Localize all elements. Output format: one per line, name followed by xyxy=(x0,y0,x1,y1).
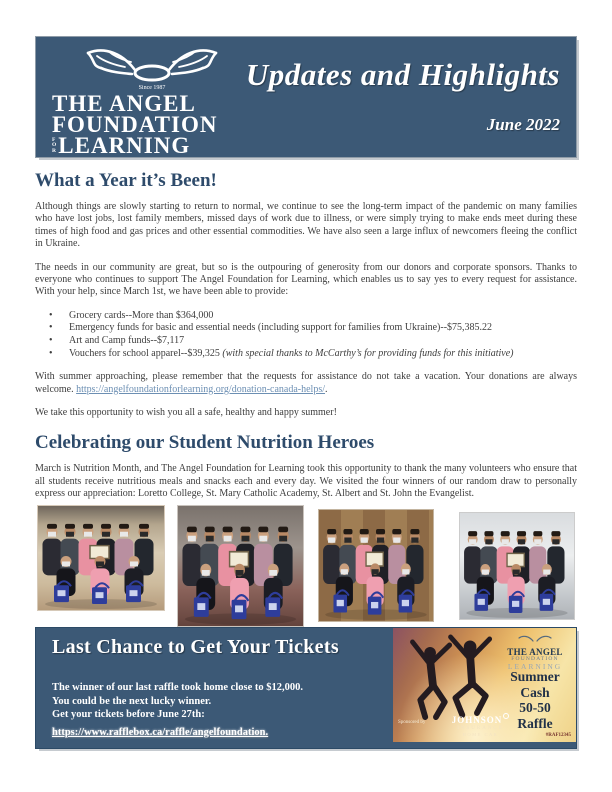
angel-wings-icon xyxy=(77,41,227,93)
rafflebox-link[interactable]: https://www.rafflebox.ca/raffle/angelfoundation. xyxy=(52,726,269,738)
raffle-licence-number: #RAF12345 xyxy=(545,733,571,738)
logo-line-learning: LEARNING xyxy=(58,133,191,159)
photo-row xyxy=(0,503,612,635)
paragraph-nutrition-month: March is Nutrition Month, and The Angel Foundation for Learning took this opportunity to thank the many volunteers who ensure that all students receive nutritious meals and snacks each and every day. We visited the four winners of our random draw to personally express our appreciation: Loretto College, St. Mary Catholic Academy, St. Albert and St. John the Evangelist. xyxy=(35,463,577,500)
raffle-line-deadline: Get your tickets before June 27th: xyxy=(52,709,205,720)
logo-line-foundation: FOUNDATION xyxy=(52,112,218,138)
paragraph-pandemic-impact: Although things are slowly starting to return to normal, we continue to see the long-term impact of the pandemic on many families who have lost jobs, lost family members, missed days of work due to illness, or were simply trying to make ends meet during these times of high food and gas prices and other essential commodities. We have also seen a large influx of newcomers fleeing the conflict in Ukraine. xyxy=(35,201,577,250)
bullet-mccarthys-note: (with special thanks to McCarthy’s for providing funds for this initiative) xyxy=(222,347,514,359)
raffle-line-lucky: You could be the next lucky winner. xyxy=(52,695,212,707)
section-heading-what-a-year: What a Year it’s Been! xyxy=(35,170,217,191)
logo-line-for-learning xyxy=(52,133,252,159)
donation-link[interactable]: https://angelfoundationforlearning.org/donation-canada-helps/ xyxy=(76,383,326,395)
bullet-grocery-cards: • Grocery cards--More than $364,000 xyxy=(69,310,577,323)
nutrition-heroes-photo-2 xyxy=(177,505,304,627)
logo-since-text: Since 1987 xyxy=(138,85,166,91)
johnson-ring-icon xyxy=(503,713,509,719)
bullet-school-apparel: • Vouchers for school apparel--$39,325 (with special thanks to McCarthy’s for providing funds for this initiative) xyxy=(69,348,577,361)
nutrition-heroes-photo-4 xyxy=(459,512,575,620)
newsletter-title: Updates and Highlights xyxy=(245,57,560,92)
raffle-ad-image xyxy=(393,628,576,742)
raffle-line-winner: The winner of our last raffle took home close to $12,000. xyxy=(52,682,304,693)
bullet-emergency-funds: • Emergency funds for basic and essential needs (including support for families from Ukraine)--$75,385.22 xyxy=(69,322,577,335)
paragraph-summer-wish: We take this opportunity to wish you all a safe, healthy and happy summer! xyxy=(35,407,337,419)
paragraph-donations: With summer approaching, please remember that the requests for assistance do not take a vacation. Your donations are always welcome. https://angelfoundationforlearning.org/donation-canada-helps/. xyxy=(35,371,577,395)
assistance-bullet-list xyxy=(35,310,577,360)
paragraph-community-needs: The needs in our community are great, but so is the outpouring of generosity from our donors and corporate sponsors. Thanks to everyone who continues to support The Angel Foundation for Learning, which enables us to say yes to every request for assistance. With your help, since March 1st, we have been able to provide: xyxy=(35,261,577,298)
bullet-art-camp-funds: • Art and Camp funds--$7,117 xyxy=(69,335,577,348)
nutrition-heroes-photo-3 xyxy=(318,509,434,622)
johnson-insurance-logo: JOHNSON INSURANCE HOME CAR xyxy=(443,713,518,738)
raffle-banner xyxy=(35,627,577,749)
newsletter-date: June 2022 xyxy=(486,115,560,134)
logo-for-stack: F O R xyxy=(52,136,57,154)
summer-cash-raffle-title: Summer Cash 50-50 Raffle xyxy=(510,669,560,731)
sponsored-by-label: Sponsored by xyxy=(398,720,426,725)
nutrition-heroes-photo-1 xyxy=(37,505,165,611)
ad-foundation-logo: THE ANGEL FOUNDATION LEARNING xyxy=(497,631,573,671)
header-band xyxy=(35,36,577,158)
mini-wings-icon xyxy=(518,635,552,643)
raffle-text-block xyxy=(52,636,382,740)
newsletter-body xyxy=(35,170,577,512)
foundation-logo xyxy=(52,41,252,159)
section-heading-nutrition-heroes: Celebrating our Student Nutrition Heroes xyxy=(35,432,375,454)
raffle-heading: Last Chance to Get Your Tickets xyxy=(52,636,339,658)
logo-line-the-angel: THE ANGEL xyxy=(52,91,196,116)
